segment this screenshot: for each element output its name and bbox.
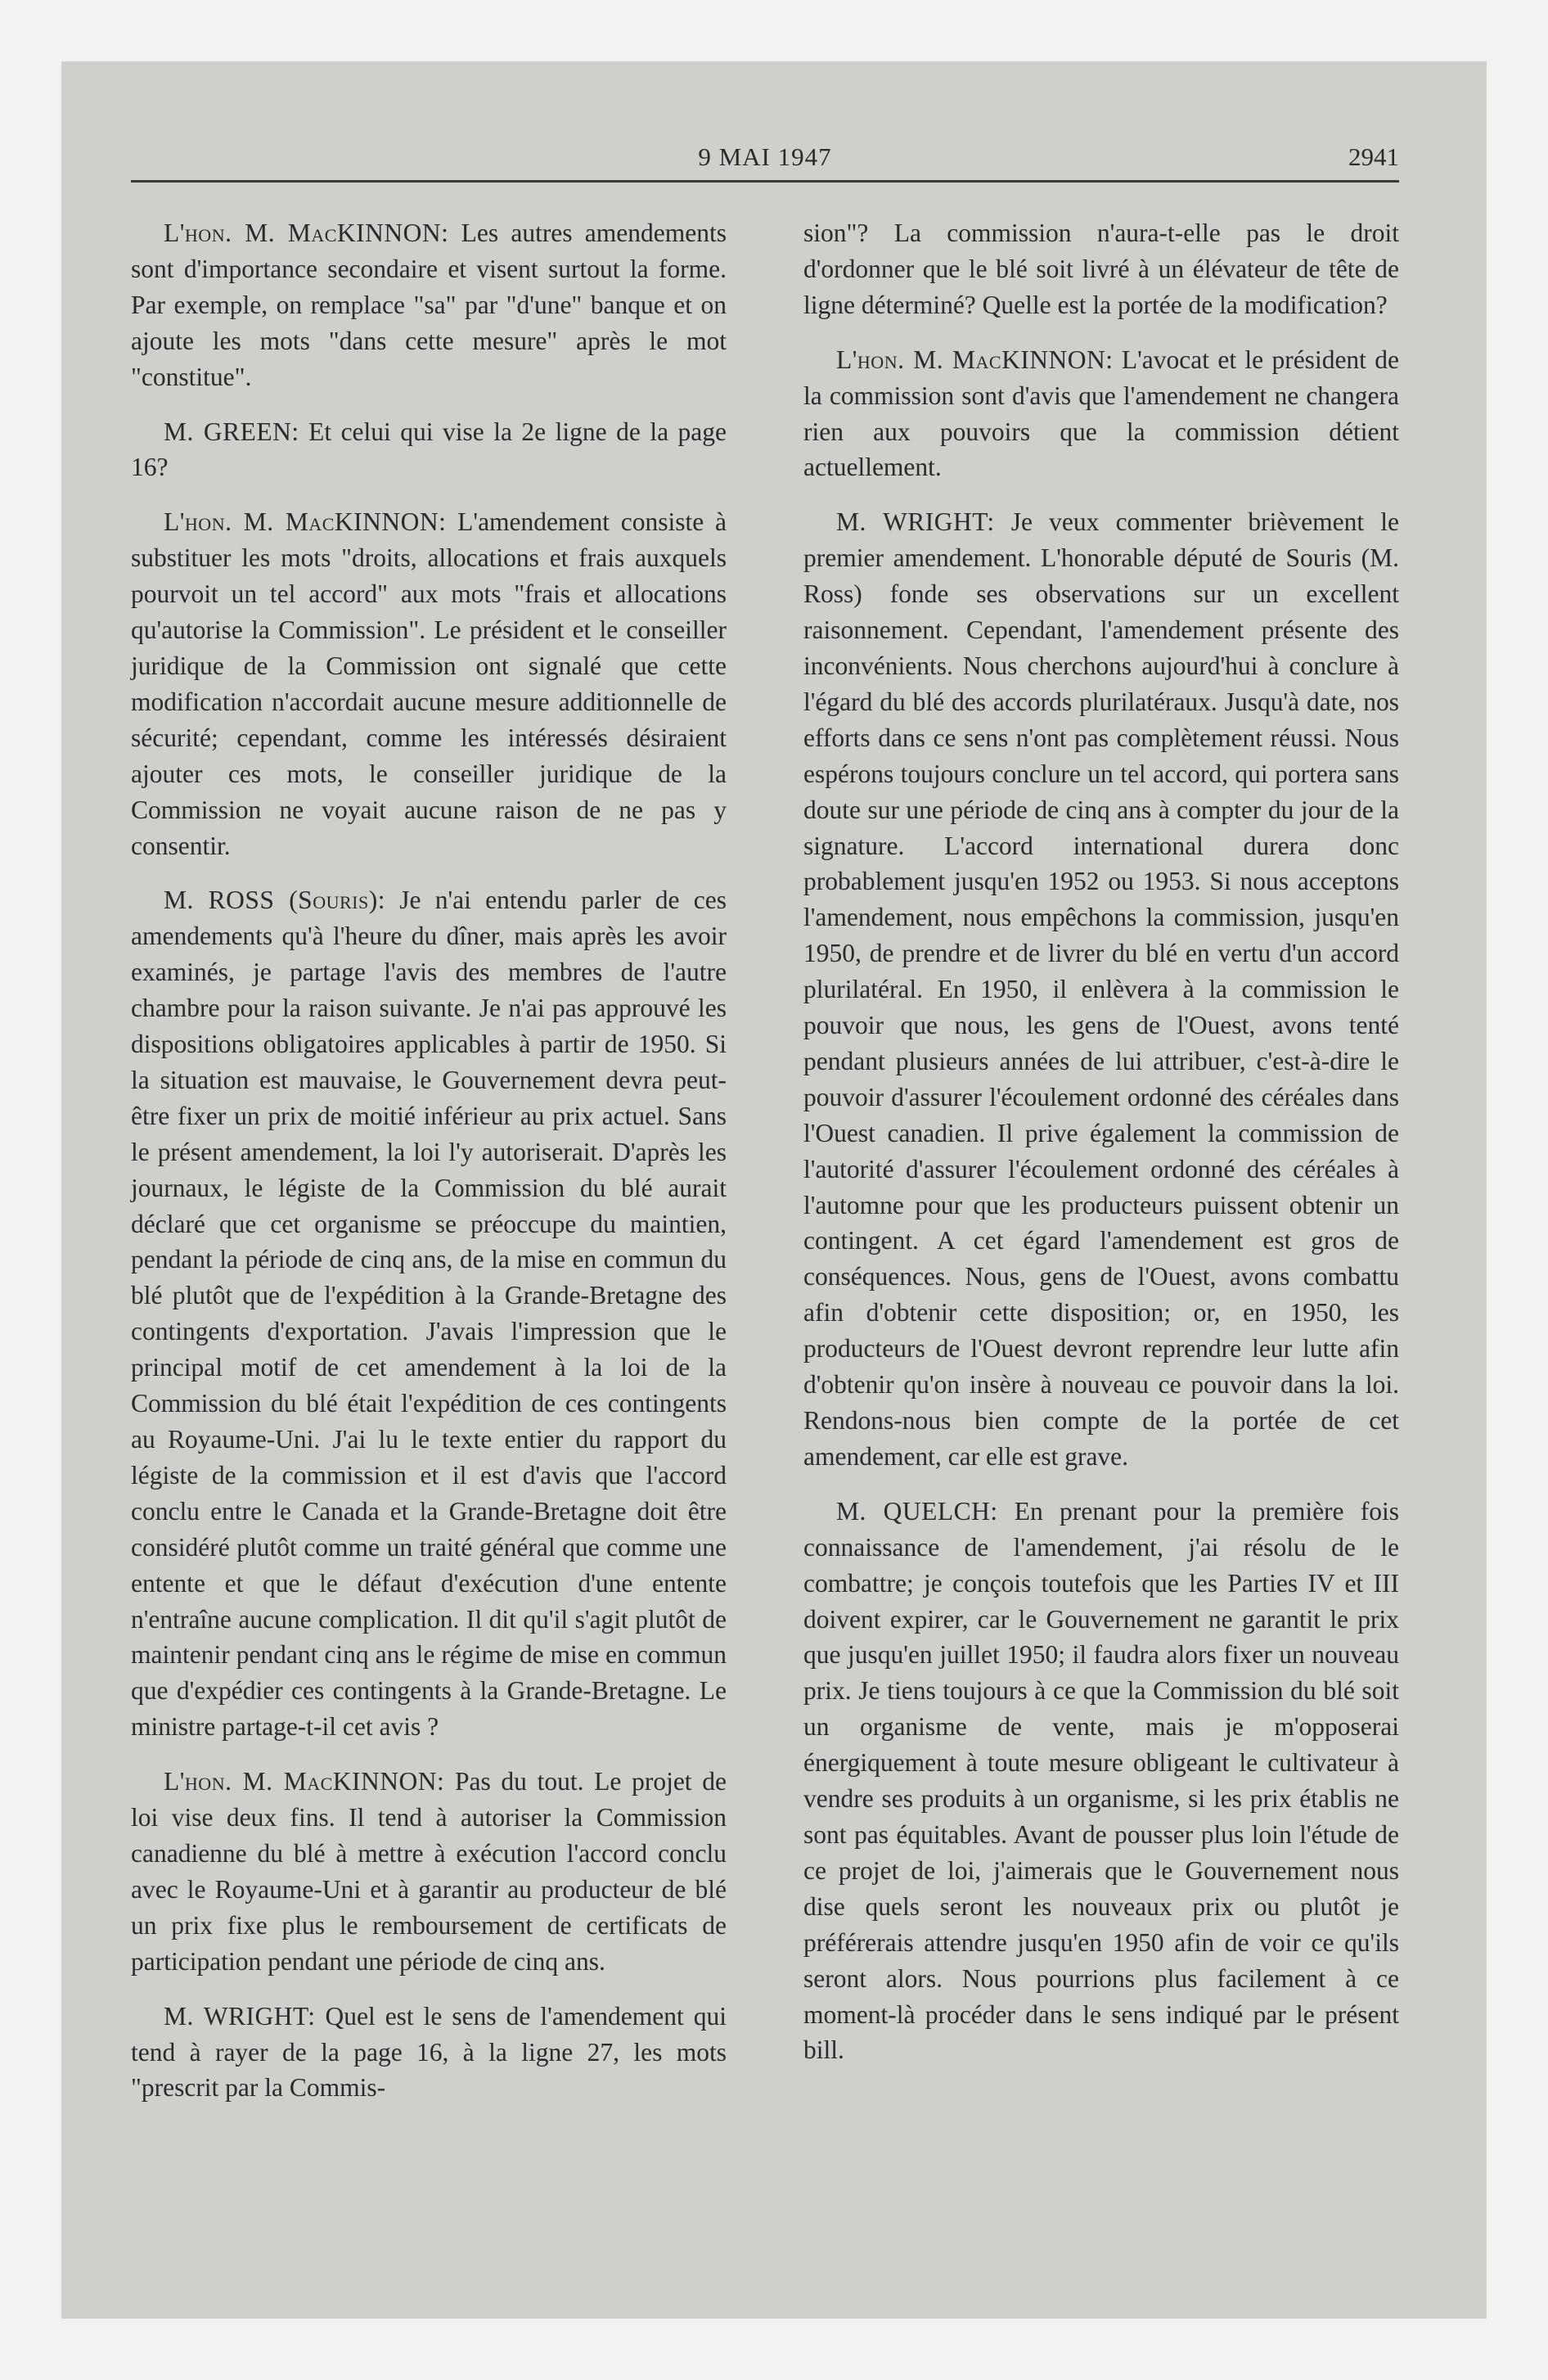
paragraph <box>131 882 727 1745</box>
speaker-name: L'hon. M. MacKINNON: <box>164 1767 445 1796</box>
speaker-name: M. ROSS (Souris): <box>164 886 385 915</box>
paragraph-text: En prenant pour la première fois connaissance de l'amendement, j'ai résolu de le combattre; je conçois toutefois que les Parties IV et III doivent expirer, car le Gouvernement ne garantit le prix que jusqu'en juillet 1950; il faudra alors fixer un nouveau prix. Je tiens toujours à ce que la Commission du blé soit un organisme de vente, mais je m'opposerai énergiquement à toute mesure obligeant le cultivateur à vendre ses produits à un organisme, si les prix établis ne sont pas équitables. Avant de pousser plus loin l'étude de ce projet de loi, j'aimerais que le Gouvernement nous dise quels seront les nouveaux prix ou plutôt je préférerais attendre jusqu'en 1950 afin de voir ce qu'ils seront alors. Nous pourrions plus facilement à ce moment-là procéder dans le sens indiqué par le présent bill. <box>803 1496 1399 2065</box>
paragraph <box>803 215 1399 323</box>
paragraph <box>803 504 1399 1474</box>
paragraph-text: Je veux commenter brièvement le premier amendement. L'honorable député de Souris (M. Ross) fonde ses observations sur un excellent raisonnement. Cependant, l'amendement présente des inconvénients. Nous cherchons aujourd'hui à conclure à l'égard du blé des accords plurilatéraux. Jusqu'à date, nos efforts dans ce sens n'ont pas complètement réussi. Nous espérons toujours conclure un tel accord, qui portera sans doute sur une période de cinq ans à compter du jour de la signature. L'accord international durera donc probablement jusqu'en 1952 ou 1953. Si nous acceptons l'amendement, nous empêchons la commission, jusqu'en 1950, de prendre et de livrer du blé en vertu d'un accord plurilatéral. En 1950, il enlèvera à la commission le pouvoir que nous, les gens de l'Ouest, avons tenté pendant plusieurs années de lui attribuer, c'est-à-dire le pouvoir d'assurer l'écoulement ordonné des céréales dans l'Ouest canadien. Il prive également la commission de l'autorité d'assurer l'écoulement ordonné des céréales à l'automne pour que les producteurs puissent obtenir un contingent. A cet égard l'amendement est gros de conséquences. Nous, gens de l'Ouest, avons combattu afin d'obtenir cette disposition; or, en 1950, les producteurs de l'Ouest devront reprendre leur lutte afin d'obtenir qu'on insère à nouveau ce pouvoir dans la loi. Rendons-nous bien compte de la portée de cet amendement, car elle est grave. <box>803 507 1399 1471</box>
page-date: 9 MAI 1947 <box>698 142 832 171</box>
paragraph-text: L'avocat et le président de la commission sont d'avis que l'amendement ne changera rien aux pouvoirs que la commission détient actuellement. <box>803 345 1399 482</box>
speaker-name: M. WRIGHT: <box>836 507 995 537</box>
paragraph <box>131 414 727 486</box>
paragraph <box>131 1999 727 2107</box>
speaker-name: L'hon. M. MacKINNON: <box>836 345 1114 374</box>
paragraph <box>131 1764 727 1979</box>
right-column <box>803 215 1399 2125</box>
left-column <box>131 215 727 2125</box>
paragraph-text: Quel est le sens de l'amendement qui tend à rayer de la page 16, à la ligne 27, les mots "prescrit par la Commis- <box>131 2001 727 2103</box>
speaker-name: M. WRIGHT: <box>164 2001 316 2031</box>
paragraph-text: Pas du tout. Le projet de loi vise deux fins. Il tend à autoriser la Commission canadienne du blé à mettre à exécution l'accord conclu avec le Royaume-Uni et à garantir au producteur de blé un prix fixe plus le remboursement de certificats de participation pendant une période de cinq ans. <box>131 1767 727 1976</box>
paragraph-text: Les autres amendements sont d'importance secondaire et visent surtout la forme. Par exemple, on remplace "sa" par "d'une" banque et on ajoute les mots "dans cette mesure" après le mot "constitue". <box>131 219 727 391</box>
text-columns <box>131 215 1399 2125</box>
paragraph-text: Et celui qui vise la 2e ligne de la page 16? <box>131 417 727 482</box>
page-number: 2941 <box>1348 142 1399 171</box>
speaker-name: L'hon. M. MacKINNON: <box>164 219 449 247</box>
paragraph-text: sion"? La commission n'aura-t-elle pas le droit d'ordonner que le blé soit livré à un élévateur de tête de ligne déterminé? Quelle est la portée de la modification? <box>803 219 1399 319</box>
page-header <box>131 131 1399 183</box>
paragraph <box>131 504 727 863</box>
paragraph-text: Je n'ai entendu parler de ces amendements qu'à l'heure du dîner, mais après les avoir examinés, je partage l'avis des membres de l'autre chambre pour la raison suivante. Je n'ai pas approuvé les dispositions obligatoires applicables à partir de 1950. Si la situation est mauvaise, le Gouvernement devra peut-être fixer un prix de moitié inférieur au prix actuel. Sans le présent amendement, la loi l'y autoriserait. D'après les journaux, le légiste de la Commission du blé aurait déclaré que cet organisme se préoccupe du maintien, pendant la période de cinq ans, de la mise en commun du blé plutôt que de l'expédition à la Grande-Bretagne des contingents d'exportation. J'avais l'impression que le principal motif de cet amendement à la loi de la Commission du blé était l'expédition de ces contingents au Royaume-Uni. J'ai lu le texte entier du rapport du légiste de la commission et il est d'avis que l'accord conclu entre le Canada et la Grande-Bretagne doit être considéré plutôt comme un traité général que comme une entente et que le défaut d'exécution d'une entente n'entraîne aucune complication. Il dit qu'il s'agit plutôt de maintenir pendant cinq ans le régime de mise en commun que d'expédier ces contingents à la Grande-Bretagne. Le ministre partage-t-il cet avis ? <box>131 886 727 1742</box>
hansard-page <box>131 131 1399 2125</box>
speaker-name: L'hon. M. MacKINNON: <box>164 507 447 537</box>
speaker-name: M. QUELCH: <box>836 1496 998 1526</box>
paragraph <box>131 215 727 395</box>
paragraph-text: L'amendement consiste à substituer les mots "droits, allocations et frais auxquels pourvoit un tel accord" aux mots "frais et allocations qu'autorise la Commission". Le président et le conseiller juridique de la Commission ont signalé que cette modification n'accordait aucune mesure additionnelle de sécurité; cependant, comme les intéressés désiraient ajouter ces mots, le conseiller juridique de la Commission ne voyait aucune raison de ne pas y consentir. <box>131 507 727 860</box>
speaker-name: M. GREEN: <box>164 417 299 446</box>
paragraph <box>803 342 1399 486</box>
paragraph <box>803 1494 1399 2069</box>
